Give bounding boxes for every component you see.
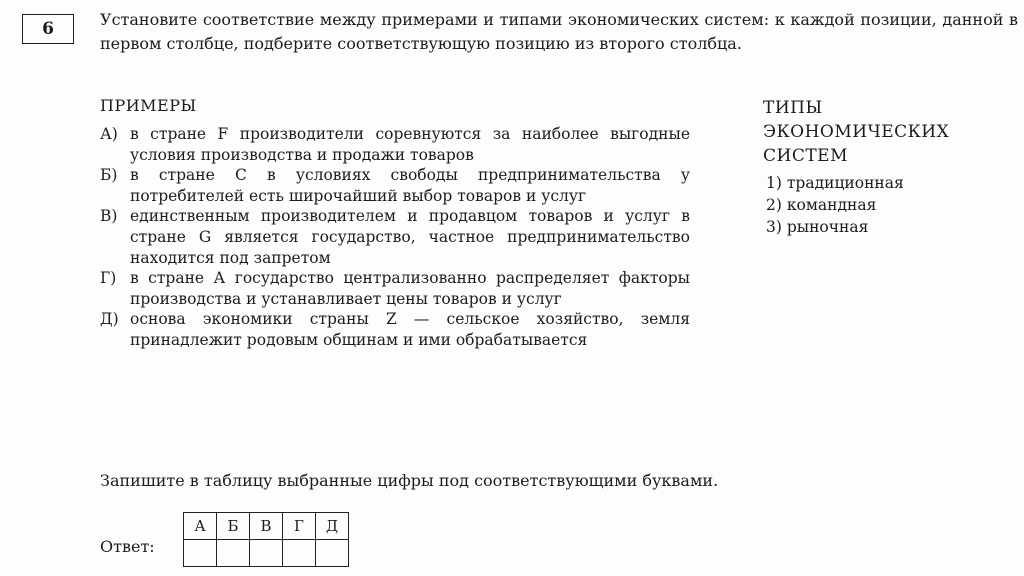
type-item-market: 3) рыночная (766, 218, 869, 236)
examples-list (100, 124, 690, 351)
answer-header-cell: Г (283, 513, 316, 540)
type-item-traditional: 1) традиционная (766, 174, 904, 192)
answer-header-cell: В (250, 513, 283, 540)
question-number: 6 (42, 19, 54, 39)
answer-cell-g[interactable] (283, 540, 316, 567)
answer-cell-v[interactable] (250, 540, 283, 567)
question-number-box (22, 14, 74, 44)
example-item-v (100, 206, 690, 268)
types-heading: ТИПЫ ЭКОНОМИЧЕСКИХ СИСТЕМ (763, 98, 950, 166)
type-item-command: 2) командная (766, 196, 877, 214)
example-item-d (100, 309, 690, 350)
example-letter: Б) (100, 166, 118, 185)
example-letter: В) (100, 207, 118, 226)
answer-cell-b[interactable] (217, 540, 250, 567)
answer-header-cell: Б (217, 513, 250, 540)
example-item-b (100, 165, 690, 206)
example-letter: Г) (100, 269, 117, 288)
answer-header-row (184, 513, 349, 540)
example-text: в стране F производители соревнуются за наиболее выгодные условия производства и продажи товаров (130, 125, 690, 164)
answer-header-cell: Д (316, 513, 349, 540)
example-text: единственным производителем и продавцом товаров и услуг в стране G является государство, частное предпринимательство находится под запретом (130, 207, 690, 267)
answer-input-row (184, 540, 349, 567)
answer-table (183, 512, 349, 567)
example-item-g (100, 268, 690, 309)
instruction-text: Запишите в таблицу выбранные цифры под соответствующими буквами. (100, 471, 719, 490)
example-text: в стране С в условиях свободы предпринимательства у потребителей есть широчайший выбор товаров и услуг (130, 166, 690, 205)
answer-cell-d[interactable] (316, 540, 349, 567)
types-list (766, 172, 904, 238)
example-item-a (100, 124, 690, 165)
example-letter: Д) (100, 310, 119, 329)
example-text: основа экономики страны Z — сельское хозяйство, земля принадлежит родовым общинам и ими обрабатывается (130, 310, 690, 349)
task-text: Установите соответствие между примерами и типами экономических систем: к каждой позиции, данной в первом столбце, подберите соответствующую позицию из второго столбца. (100, 10, 1018, 53)
answer-label: Ответ: (100, 537, 155, 556)
example-text: в стране А государство централизованно распределяет факторы производства и устанавливает цены товаров и услуг (130, 269, 690, 308)
answer-header-cell: А (184, 513, 217, 540)
examples-heading: ПРИМЕРЫ (100, 96, 197, 115)
answer-cell-a[interactable] (184, 540, 217, 567)
example-letter: А) (100, 125, 118, 143)
